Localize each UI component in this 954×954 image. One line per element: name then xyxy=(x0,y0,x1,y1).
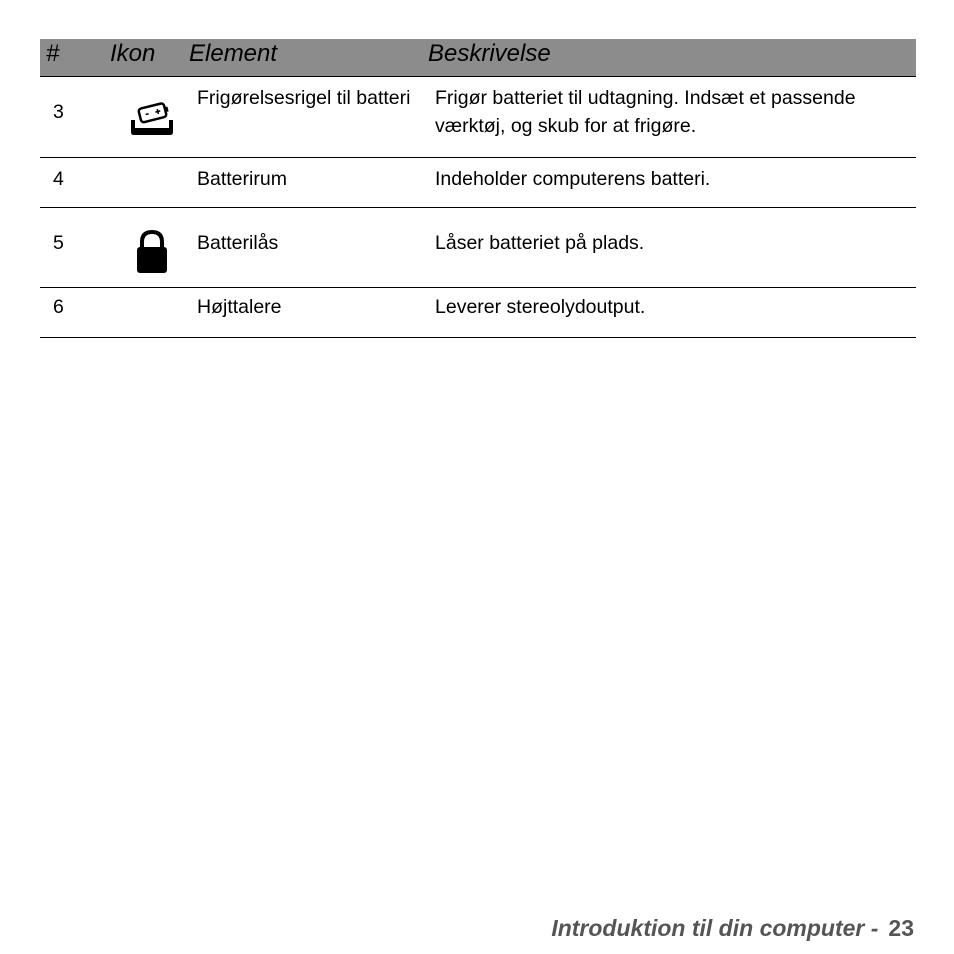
table-header xyxy=(40,39,916,77)
page-footer xyxy=(551,915,914,942)
header-num: # xyxy=(46,40,60,67)
battery-release-latch-icon xyxy=(128,102,176,136)
table-row xyxy=(40,158,916,208)
row-number: 6 xyxy=(53,296,64,318)
battery-lock-icon xyxy=(136,230,168,274)
header-description: Beskrivelse xyxy=(428,40,551,67)
header-element: Element xyxy=(189,40,278,67)
header-icon: Ikon xyxy=(110,40,156,67)
components-table xyxy=(40,39,916,338)
table-row xyxy=(40,208,916,288)
page-number: 23 xyxy=(888,915,914,941)
row-number: 3 xyxy=(53,101,64,123)
table-row xyxy=(40,288,916,338)
row-element: Frigørelsesrigel til batteri xyxy=(197,87,411,109)
row-element: Batterirum xyxy=(197,168,287,190)
row-number: 4 xyxy=(53,168,64,190)
row-number: 5 xyxy=(53,232,64,254)
table-row xyxy=(40,77,916,158)
footer-section-title: Introduktion til din computer - xyxy=(551,915,879,941)
row-description: Låser batteriet på plads. xyxy=(435,232,645,254)
row-description: Frigør batteriet til udtagning. Indsæt et passende værktøj, og skub for at frigøre. xyxy=(435,87,856,137)
row-element: Højttalere xyxy=(197,296,282,318)
row-description: Leverer stereolydoutput. xyxy=(435,296,646,318)
row-description: Indeholder computerens batteri. xyxy=(435,168,711,190)
row-element: Batterilås xyxy=(197,232,279,254)
